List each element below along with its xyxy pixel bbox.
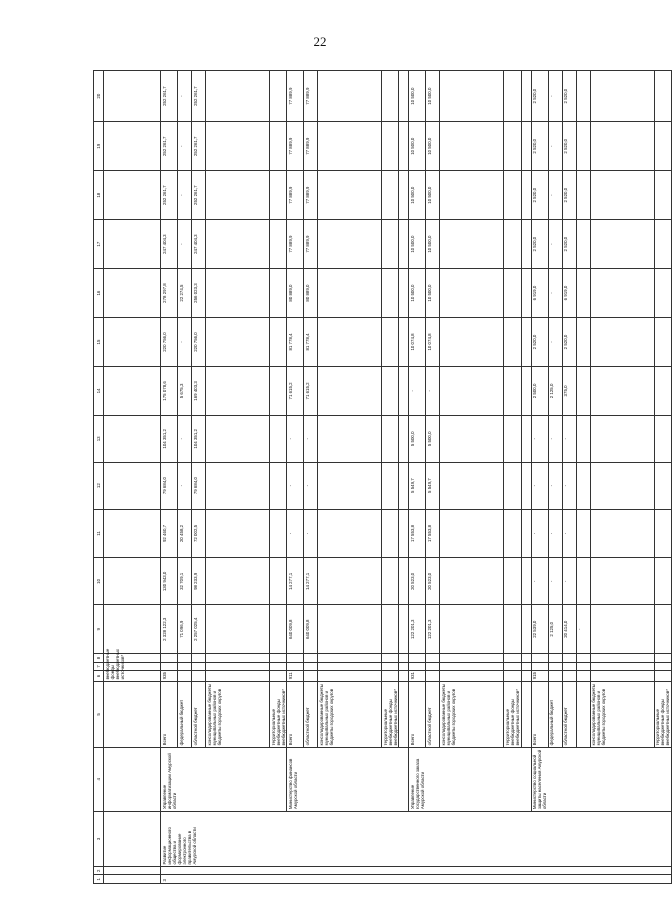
colnum: 4	[94, 747, 104, 811]
table-body	[94, 71, 672, 884]
source-other: территориальные внебюджетные фонды внебюджетных источников*	[382, 681, 399, 747]
value-cell: 92 460,7	[161, 509, 178, 558]
value-cell: 247 404,3	[161, 220, 178, 269]
value-cell: 20 458,2	[178, 509, 192, 558]
rotated-table-area	[93, 70, 671, 884]
value-cell: 77 889,9	[287, 71, 304, 122]
value-cell: 22 539,0	[531, 605, 548, 654]
value-cell: -	[426, 366, 440, 415]
value-cell: 32 709,1	[178, 558, 192, 605]
value-cell: -	[562, 558, 576, 605]
budget-table	[93, 70, 672, 884]
colnum: 8	[94, 654, 104, 663]
value-cell: 2 520,0	[531, 220, 548, 269]
colnum: 19	[94, 122, 104, 171]
value-cell: -	[562, 462, 576, 509]
value-cell: 10 500,0	[426, 71, 440, 122]
colnum: 5	[94, 681, 104, 747]
code-cell: 911	[287, 671, 304, 682]
value-cell: -	[178, 462, 192, 509]
value-cell: 81 778,4	[287, 318, 304, 367]
value-cell: -	[548, 220, 562, 269]
colnum: 13	[94, 415, 104, 462]
row-number: 3	[161, 875, 672, 884]
value-cell: -	[531, 558, 548, 605]
value-cell: 17 553,8	[409, 509, 426, 558]
source-other: территориальные внебюджетные фонды внебюджетных источников*	[504, 681, 521, 747]
value-cell: 80 889,0	[287, 269, 304, 318]
value-cell: 2 520,0	[531, 318, 548, 367]
colnum: 6	[94, 671, 104, 682]
value-cell: -	[548, 122, 562, 171]
colnum: 20	[94, 71, 104, 122]
source-federal: федеральный бюджет	[178, 681, 192, 747]
value-cell: -	[178, 415, 192, 462]
value-cell: -	[548, 318, 562, 367]
value-cell: 2 328 122,3	[161, 605, 178, 654]
value-cell: 10 500,0	[426, 220, 440, 269]
value-cell: 252 261,7	[192, 71, 206, 122]
value-cell: -	[531, 509, 548, 558]
value-cell: 20 523,0	[426, 558, 440, 605]
source-other: территориальные внебюджетные фонды внебюджетных источников*	[654, 681, 671, 747]
colnum: 10	[94, 558, 104, 605]
colnum: 15	[94, 318, 104, 367]
value-cell: 10 074,8	[409, 318, 426, 367]
table-row	[531, 71, 548, 884]
value-cell: 220 756,0	[161, 318, 178, 367]
value-cell: -	[178, 171, 192, 220]
value-cell: 20 414,0	[562, 605, 576, 654]
value-cell: 10 500,0	[409, 269, 426, 318]
value-cell: 77 889,9	[287, 220, 304, 269]
source-total: Всего	[409, 681, 426, 747]
value-cell: 79 684,0	[161, 462, 178, 509]
value-cell: 71 615,2	[287, 366, 304, 415]
value-cell: -	[531, 462, 548, 509]
source-other: территориальные внебюджетные фонды внебюджетных источников*	[270, 681, 287, 747]
value-cell: -	[304, 509, 318, 558]
value-cell: 2 520,0	[531, 122, 548, 171]
value-cell: 98 233,9	[192, 558, 206, 605]
source-consolidated: консолидированные бюджеты муниципальных районов и бюджеты городских округов	[206, 681, 270, 747]
value-cell: 2 520,0	[562, 171, 576, 220]
value-cell: -	[409, 366, 426, 415]
value-cell: -	[548, 509, 562, 558]
value-cell: -	[562, 509, 576, 558]
value-cell: 104 351,2	[192, 415, 206, 462]
colnum: 7	[94, 662, 104, 671]
value-cell: 10 500,0	[409, 71, 426, 122]
value-cell: 10 074,8	[426, 318, 440, 367]
source-federal: федеральный бюджет	[548, 681, 562, 747]
value-cell: 77 889,9	[287, 171, 304, 220]
value-cell: 2 520,0	[562, 220, 576, 269]
column-number-row	[94, 71, 104, 884]
value-cell: 10 500,0	[409, 220, 426, 269]
value-cell: 252 261,7	[161, 171, 178, 220]
value-cell: 2 520,0	[562, 122, 576, 171]
source-regional: областной бюджет	[304, 681, 318, 747]
value-cell: 71 096,9	[178, 605, 192, 654]
value-cell: -	[531, 415, 548, 462]
value-cell: 640 009,8	[304, 605, 318, 654]
value-cell: 22 274,5	[178, 269, 192, 318]
code-cell: 935	[161, 671, 178, 682]
colnum: 17	[94, 220, 104, 269]
source-total: Всего	[287, 681, 304, 747]
executor-name: Министерство социальной защиты населения Амурской области	[531, 747, 671, 811]
executor-name: Управление государственного заказа Амурской области	[409, 747, 531, 811]
colnum: 14	[94, 366, 104, 415]
value-cell: 80 889,0	[304, 269, 318, 318]
value-cell: 256 023,3	[192, 269, 206, 318]
value-cell: 77 889,9	[287, 122, 304, 171]
colnum: 3	[94, 811, 104, 866]
value-cell: 169 403,3	[192, 366, 206, 415]
value-cell: 2 520,0	[562, 71, 576, 122]
value-cell: 20 523,0	[409, 558, 426, 605]
value-cell: 81 778,4	[304, 318, 318, 367]
value-cell: 104 351,2	[161, 415, 178, 462]
value-cell: 122 201,3	[409, 605, 426, 654]
value-cell: -	[548, 415, 562, 462]
executor-name: Управление информатизации Амурской области	[161, 747, 287, 811]
value-cell: 278 297,8	[161, 269, 178, 318]
source-consolidated: консолидированные бюджеты муниципальных районов и бюджеты городских округов	[318, 681, 382, 747]
source-regional: областной бюджет	[562, 681, 576, 747]
value-cell: 2 500,0	[531, 366, 548, 415]
value-cell: 5 500,0	[409, 415, 426, 462]
value-cell: -	[287, 509, 304, 558]
value-cell: 2 520,0	[531, 171, 548, 220]
value-cell: -	[548, 558, 562, 605]
value-cell: 77 889,9	[304, 220, 318, 269]
value-cell: 77 889,9	[304, 71, 318, 122]
value-cell: -	[304, 462, 318, 509]
value-cell: 175 078,6	[161, 366, 178, 415]
value-cell: 252 261,7	[192, 171, 206, 220]
value-cell: -	[548, 462, 562, 509]
executor-name: Министерство финансов Амурской области	[287, 747, 409, 811]
table-row	[409, 71, 426, 884]
code-cell: 915	[531, 671, 548, 682]
value-cell: 640 009,8	[287, 605, 304, 654]
colnum: 18	[94, 171, 104, 220]
value-cell: 2 125,0	[548, 605, 562, 654]
value-cell: 220 756,0	[192, 318, 206, 367]
value-cell: 5 675,3	[178, 366, 192, 415]
value-cell: 10 500,0	[426, 171, 440, 220]
continuation-row	[104, 71, 161, 884]
colnum: 9	[94, 605, 104, 654]
code-cell: 931	[409, 671, 426, 682]
source-total: Всего	[531, 681, 548, 747]
source-cell: внебюджетные фонды внебюджетных источников*	[104, 671, 161, 682]
value-cell: 77 889,9	[304, 122, 318, 171]
value-cell: 14 277,1	[304, 558, 318, 605]
colnum: 11	[94, 509, 104, 558]
value-cell: -	[576, 605, 590, 654]
value-cell: 252 261,7	[161, 71, 178, 122]
source-total: Всего	[161, 681, 178, 747]
value-cell: 10 500,0	[409, 171, 426, 220]
value-cell: -	[287, 415, 304, 462]
value-cell: -	[178, 318, 192, 367]
value-cell: -	[178, 122, 192, 171]
value-cell: 252 261,7	[192, 122, 206, 171]
value-cell: 252 261,7	[161, 122, 178, 171]
page-number: 22	[313, 34, 327, 49]
value-cell: -	[304, 415, 318, 462]
value-cell: 14 277,1	[287, 558, 304, 605]
value-cell: 5 500,0	[426, 415, 440, 462]
source-regional: областной бюджет	[426, 681, 440, 747]
colnum: 2	[94, 867, 104, 876]
value-cell: 6 919,0	[562, 269, 576, 318]
value-cell: 130 943,0	[161, 558, 178, 605]
value-cell: 72 002,5	[192, 509, 206, 558]
value-cell: -	[548, 71, 562, 122]
value-cell: 17 553,8	[426, 509, 440, 558]
value-cell: -	[287, 462, 304, 509]
value-cell: 2 520,0	[531, 71, 548, 122]
value-cell: 79 684,0	[192, 462, 206, 509]
table-row	[161, 71, 178, 884]
value-cell: 10 500,0	[409, 122, 426, 171]
value-cell: -	[178, 220, 192, 269]
value-cell: 5 549,7	[426, 462, 440, 509]
value-cell: 122 201,3	[426, 605, 440, 654]
value-cell: -	[178, 71, 192, 122]
value-cell: 2 520,0	[562, 318, 576, 367]
row-name: Развитие информационного общества и формирование электронного правительства в Амурской области	[161, 811, 672, 866]
value-cell: 2 257 025,4	[192, 605, 206, 654]
value-cell: 375,0	[562, 366, 576, 415]
value-cell: 10 500,0	[426, 122, 440, 171]
value-cell: 71 615,2	[304, 366, 318, 415]
value-cell: 77 889,9	[304, 171, 318, 220]
value-cell: -	[548, 269, 562, 318]
value-cell: 10 500,0	[426, 269, 440, 318]
table-row	[287, 71, 304, 884]
value-cell: 5 549,7	[409, 462, 426, 509]
source-consolidated: консолидированные бюджеты муниципальных районов и бюджеты городских округов	[440, 681, 504, 747]
source-regional: областной бюджет	[192, 681, 206, 747]
value-cell: 2 125,0	[548, 366, 562, 415]
colnum: 1	[94, 875, 104, 884]
value-cell: -	[548, 171, 562, 220]
value-cell: 6 919,0	[531, 269, 548, 318]
source-consolidated: консолидированные бюджеты муниципальных районов и бюджеты городских округов	[590, 681, 654, 747]
value-cell: 247 404,3	[192, 220, 206, 269]
colnum: 16	[94, 269, 104, 318]
value-cell: -	[562, 415, 576, 462]
colnum: 12	[94, 462, 104, 509]
